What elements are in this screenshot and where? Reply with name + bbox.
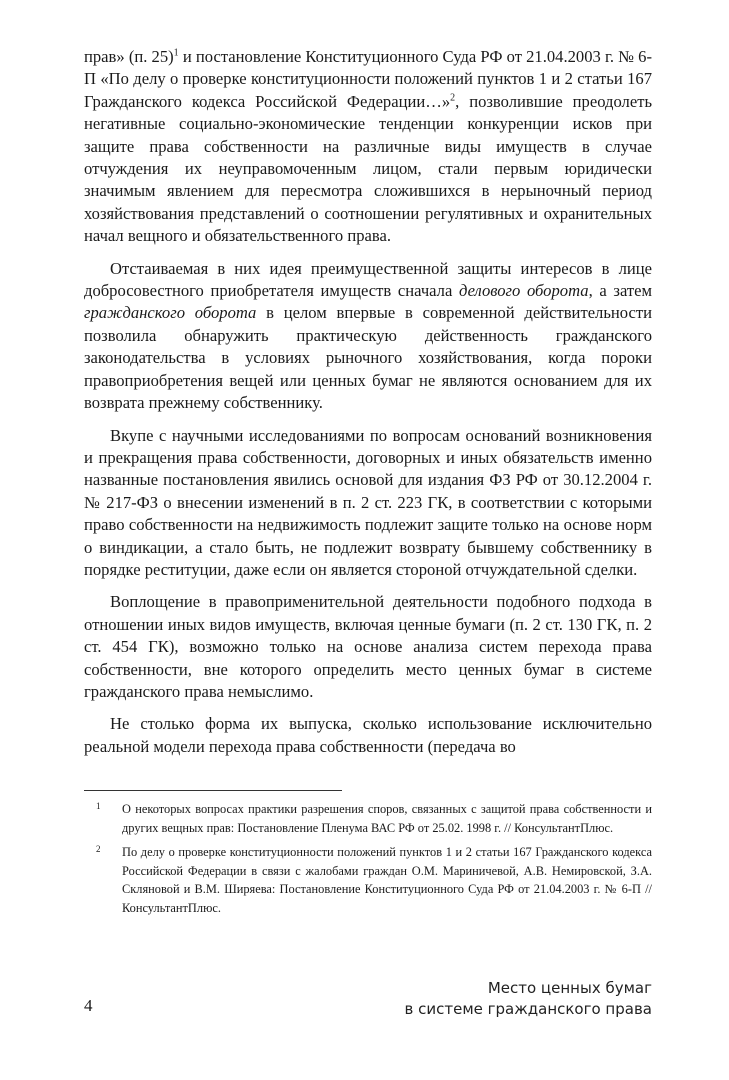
running-title-line-2: в системе гражданского права	[404, 1000, 652, 1018]
paragraph-2-part-c: в целом впервые в современной действительности позволила обнаружить практическую действенность гражданского законодательства в условиях рыночного хозяйствования, когда пороки правоприобретения вещей или ценных бумаг не являются основанием для их возврата прежнему собственнику.	[84, 303, 652, 413]
footnote-2-text: По делу о проверке конституционности положений пунктов 1 и 2 статьи 167 Гражданского кодекса Российской Федерации в связи с жалобами граждан О.М. Мариничевой, А.В. Немировской, З.А. Скляновой и В.М. Ширяева: Постановление Конституционного Суда РФ от 21.04.2003 г. № 6-П // КонсультантПлюс.	[122, 845, 652, 915]
paragraph-2-emphasis-2: гражданского оборота	[84, 303, 257, 323]
footnote-1	[96, 800, 652, 837]
paragraph-1-part-c: , позволившие преодолеть негативные социально-экономические тенденции конкуренции исков при защите права собственности на различные виды имуществ в случае отчуждения их неуправомоченным лицом, стали первым юридически значимым явлением для пересмотра сложившихся в нерыночный период хозяйствования представлений о соотношении регулятивных и охранительных начал вещного и обязательственного права.	[84, 91, 653, 246]
paragraph-2-part-b: , а затем	[588, 281, 652, 301]
page-number: 4	[84, 996, 93, 1015]
paragraph-1-part-b: и постановление Конституционного Суда РФ от 21.04.2003 г. № 6-П «По делу о проверке конституционности положений пунктов 1 и 2 статьи 167 Гражданского кодекса Российской Федерации…»	[84, 47, 652, 111]
footnote-ref-2: 2	[450, 92, 456, 104]
running-title	[405, 978, 652, 1020]
paragraph-1-part-a: прав» (п. 25)	[84, 47, 174, 66]
footnote-ref-1: 1	[173, 47, 179, 59]
paragraph-2-emphasis-1: делового оборота	[458, 281, 589, 301]
running-title-line-1: Место ценных бумаг	[487, 979, 652, 997]
footnote-2	[96, 843, 652, 917]
footnote-1-number: 1	[96, 801, 101, 811]
footnote-1-text: О некоторых вопросах практики разрешения споров, связанных с защитой права собственности и других вещных прав: Постановление Пленума ВАС РФ от 25.02. 1998 г. // КонсультантПлюс.	[122, 802, 652, 835]
footnote-divider	[84, 790, 342, 791]
paragraph-5: Не столько форма их выпуска, сколько использование исключительно реальной модели перехода права собственности (передача во	[84, 714, 652, 756]
paragraph-4: Воплощение в правоприменительной деятельности подобного подхода в отношении иных видов имуществ, включая ценные бумаги (п. 2 ст. 130 ГК, п. 2 ст. 454 ГК), возможно только на основе анализа систем перехода права собственности, вне которого определить место ценных бумаг в системе гражданского права немыслимо.	[84, 592, 652, 701]
footnote-2-number: 2	[96, 844, 101, 855]
paragraph-1	[84, 46, 652, 248]
body-text	[84, 46, 652, 768]
paragraph-2-part-a: Отстаиваемая в них идея преимущественной защиты интересов в лице добросовестного приобретателя имуществ сначала	[84, 258, 652, 301]
paragraph-2	[84, 258, 652, 415]
footnotes	[96, 800, 652, 924]
paragraph-3: Вкупе с научными исследованиями по вопросам оснований возникновения и прекращения права собственности, договорных и иных обязательств именно названные постановления явились основой для издания ФЗ РФ от 30.12.2004 г. № 217-ФЗ о внесении изменений в п. 2 ст. 223 ГК, в соответствии с которыми право собственности на недвижимость подлежит защите только на основе норм о виндикации, а стало быть, не подлежит возврату бывшему собственнику в порядке реституции, даже если он является стороной отчуждательной сделки.	[84, 425, 652, 579]
